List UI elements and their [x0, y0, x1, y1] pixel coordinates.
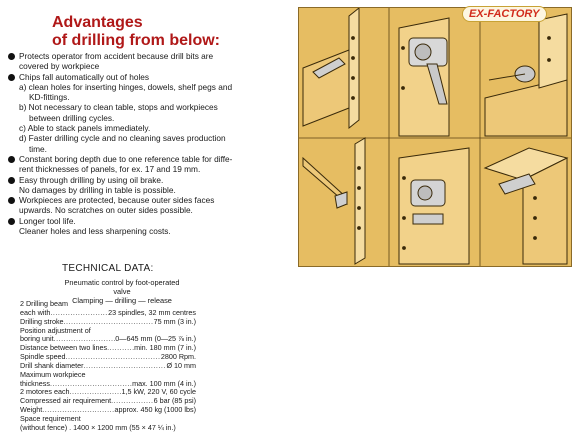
sub-point: c) Able to stack panels immediately.: [19, 123, 151, 134]
spec-value: min. 180 mm (7 in.): [134, 344, 196, 353]
spec-row: [20, 335, 196, 344]
mounting-plate-hinge-illustration: [399, 148, 469, 264]
specifications-table: [20, 300, 196, 433]
hinge-cup-drilling-illustration: [303, 8, 359, 128]
advantage-text: Cleaner holes and less sharpening costs.: [19, 226, 171, 237]
spec-value: 6 bar (85 psi): [153, 397, 196, 406]
advantage-item: [8, 72, 298, 154]
shelf-peg-support-illustration: [303, 138, 365, 264]
subheading-line: Pneumatic control by foot-operated valve: [64, 278, 180, 296]
advantage-text: Chips fall automatically out of holes: [19, 71, 150, 82]
spec-value: 23 spindles, 32 mm centres: [108, 308, 196, 317]
spec-row: [20, 309, 196, 318]
page-title: [52, 14, 282, 50]
advantage-text: Constant boring depth due to one reference table for diffe-: [19, 153, 233, 164]
advantage-text: No damages by drilling in table is possible.: [19, 184, 176, 195]
sub-point: time.: [29, 143, 47, 154]
title-line-2: of drilling from below:: [52, 32, 220, 49]
illustration-grid: [299, 8, 571, 266]
ex-factory-logo: EX-FACTORY: [462, 6, 547, 22]
advantage-text: Easy through drilling by using oil brake.: [19, 174, 164, 185]
spec-label: boring unit: [20, 335, 54, 344]
advantage-item: [8, 51, 298, 72]
spec-row: [20, 397, 196, 406]
spec-row: [20, 344, 196, 353]
spec-value: 0—645 mm (0—25 ⅞ in.): [115, 335, 196, 344]
advantage-text: Workpieces are protected, because outer sides faces: [19, 195, 215, 206]
advantage-item: [8, 175, 298, 196]
illustration-panel: [298, 7, 572, 267]
spec-label: Compressed air requirement: [20, 397, 112, 406]
spec-section: Maximum workpiece: [20, 369, 86, 379]
sub-point: between drilling cycles.: [29, 112, 115, 123]
advantage-text: upwards. No scratches on outer sides possible.: [19, 205, 193, 216]
advantage-item: [8, 154, 298, 175]
advantage-text: Protects operator from accident because drill bits are: [19, 51, 214, 61]
spec-label: Distance between two lines: [20, 344, 108, 353]
spec-label: Drilling stroke: [20, 317, 64, 326]
advantage-item: [8, 195, 298, 216]
advantage-text: rent thicknesses of panels, for ex. 17 and 19 mm.: [19, 164, 201, 175]
sub-point: KD-fittings.: [29, 92, 70, 103]
corner-connector-illustration: [485, 148, 567, 264]
spec-value: Ø 10 mm: [166, 361, 196, 370]
spec-label: Spindle speed: [20, 353, 66, 362]
sub-point: b) Not necessary to clean table, stops and workpieces: [19, 102, 218, 113]
spec-label: 2 motores each: [20, 388, 70, 397]
advantages-list: [8, 51, 298, 236]
sub-point: a) clean holes for inserting hinges, dowels, shelf pegs and: [19, 81, 233, 92]
title-line-1: Advantages: [52, 14, 143, 31]
spec-value: 75 mm (3 in.): [153, 317, 196, 326]
spec-label: thickness: [20, 379, 50, 388]
spec-row: [20, 353, 196, 362]
spec-label: each with: [20, 308, 51, 317]
advantage-item: [8, 216, 298, 237]
spec-row: [20, 388, 196, 397]
spec-section: Position adjustment of: [20, 325, 91, 335]
subheading-line: Clamping — drilling — release: [72, 296, 172, 305]
technical-data-heading: TECHNICAL DATA:: [62, 263, 154, 274]
spec-value: 1,5 kW, 220 V, 60 cycle: [121, 388, 196, 397]
advantage-text: Longer tool life.: [19, 215, 76, 226]
knock-down-fitting-illustration: [485, 14, 567, 136]
spec-value: max. 100 mm (4 in.): [132, 379, 196, 388]
spec-label: Drill shank diameter: [20, 361, 84, 370]
sub-point: d) Faster drilling cycle and no cleaning saves production: [19, 133, 226, 144]
spec-value: 2800 Rpm.: [160, 353, 196, 362]
advantage-text: covered by workpiece: [19, 61, 100, 72]
spec-row: [20, 380, 196, 389]
spec-value: (without fence) . 1400 × 1200 mm (55 × 47 ¼ in.): [20, 422, 176, 432]
spec-section: 2 Drilling beam: [20, 299, 68, 308]
spec-section: Space requirement: [20, 413, 81, 423]
spec-label: Weight: [20, 406, 43, 415]
concealed-hinge-illustration: [399, 18, 449, 136]
spec-value: approx. 450 kg (1000 lbs): [114, 406, 196, 415]
